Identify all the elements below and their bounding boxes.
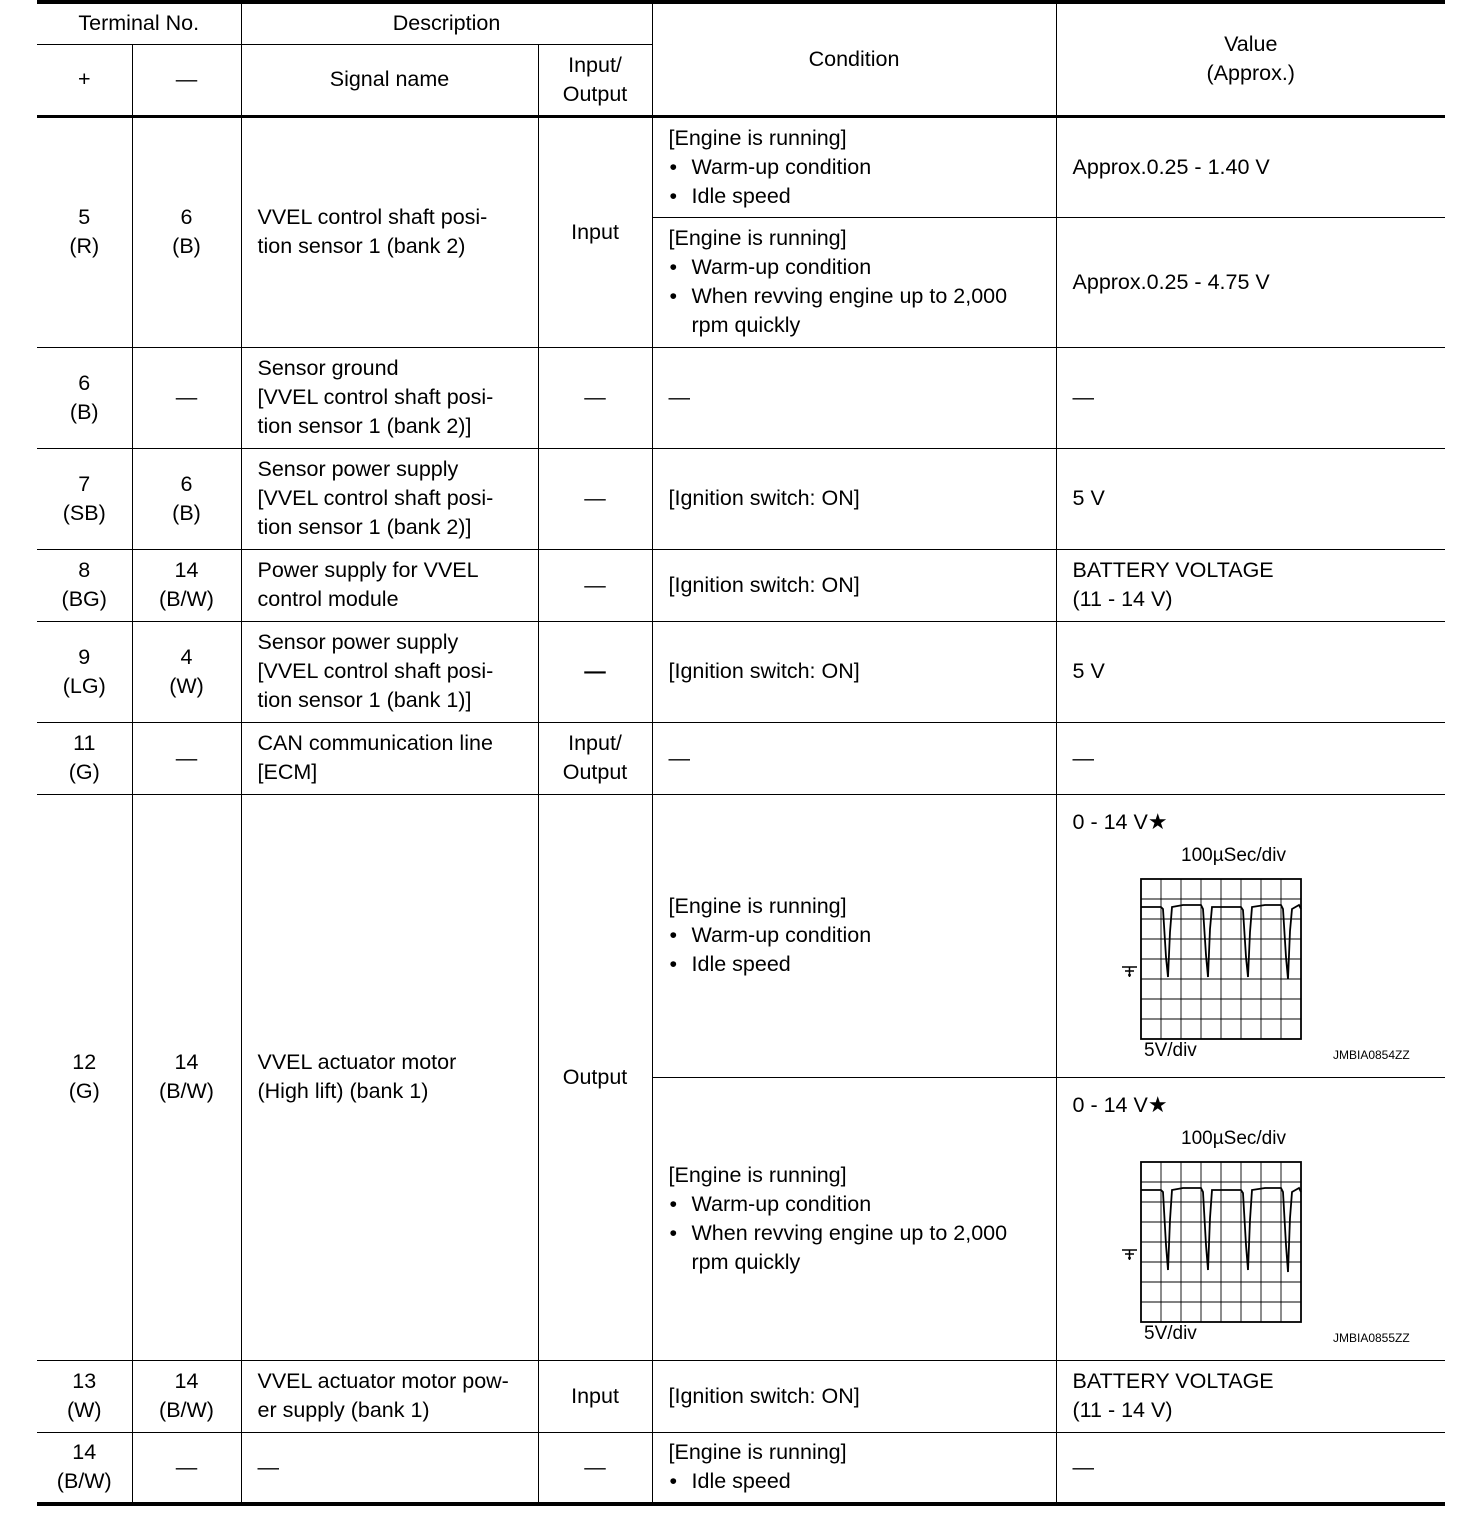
value-range: 0 - 14 V★ bbox=[1072, 808, 1168, 834]
scope-time-div: 100µSec/div bbox=[1180, 1127, 1286, 1149]
terminal-minus: — bbox=[132, 1432, 241, 1504]
header-signal-name: Signal name bbox=[241, 44, 538, 116]
input-output: — bbox=[538, 448, 652, 549]
terminal-plus: 7 (SB) bbox=[37, 448, 132, 549]
value bbox=[1056, 794, 1445, 1077]
header-value: Value (Approx.) bbox=[1056, 2, 1445, 116]
terminal-minus: — bbox=[132, 722, 241, 794]
header-input-output: Input/ Output bbox=[538, 44, 652, 116]
signal-name: VVEL control shaft posi- tion sensor 1 (bank 2) bbox=[241, 116, 538, 347]
header-terminal-no: Terminal No. bbox=[37, 2, 241, 44]
signal-name: CAN communication line [ECM] bbox=[241, 722, 538, 794]
waveform-figure bbox=[1073, 1120, 1443, 1360]
oscilloscope-waveform bbox=[1073, 837, 1446, 1077]
terminal-plus: 8 (BG) bbox=[37, 549, 132, 621]
scope-time-div: 100µSec/div bbox=[1180, 844, 1286, 866]
input-output: — bbox=[538, 347, 652, 448]
input-output: — bbox=[538, 549, 652, 621]
table-row bbox=[37, 1432, 1445, 1504]
terminal-plus: 14 (B/W) bbox=[37, 1432, 132, 1504]
terminal-minus: 6 (B) bbox=[132, 448, 241, 549]
input-output: Output bbox=[538, 794, 652, 1360]
header-plus: + bbox=[37, 44, 132, 116]
terminal-minus: 14 (B/W) bbox=[132, 549, 241, 621]
table-row bbox=[37, 794, 1445, 1077]
value: Approx.0.25 - 4.75 V bbox=[1056, 217, 1445, 347]
table-row bbox=[37, 347, 1445, 448]
input-output: — bbox=[538, 621, 652, 722]
condition: [Engine is running] • Warm-up condition • When revving engine up to 2,000 rpm quickly bbox=[652, 217, 1056, 347]
terminal-plus: 12 (G) bbox=[37, 794, 132, 1360]
header-row-1 bbox=[37, 2, 1445, 44]
signal-name: Sensor ground [VVEL control shaft posi- tion sensor 1 (bank 2)] bbox=[241, 347, 538, 448]
condition: — bbox=[652, 722, 1056, 794]
terminal-table-sheet bbox=[37, 0, 1445, 1506]
condition: [Engine is running] • Idle speed bbox=[652, 1432, 1056, 1504]
condition: [Engine is running] • Warm-up condition • Idle speed bbox=[652, 116, 1056, 217]
scope-figure-id: JMBIA0854ZZ bbox=[1332, 1047, 1410, 1062]
table-row bbox=[37, 1360, 1445, 1432]
star-icon: ★ bbox=[1147, 1091, 1168, 1117]
value: — bbox=[1056, 1432, 1445, 1504]
table-row bbox=[37, 116, 1445, 217]
condition: [Ignition switch: ON] bbox=[652, 621, 1056, 722]
terminal-plus: 11 (G) bbox=[37, 722, 132, 794]
input-output: Input bbox=[538, 116, 652, 347]
table-row bbox=[37, 448, 1445, 549]
value-range: 0 - 14 V★ bbox=[1072, 1091, 1168, 1117]
value: BATTERY VOLTAGE (11 - 14 V) bbox=[1056, 549, 1445, 621]
terminal-table bbox=[37, 0, 1445, 1506]
header-description: Description bbox=[241, 2, 652, 44]
terminal-plus: 13 (W) bbox=[37, 1360, 132, 1432]
value: 5 V bbox=[1056, 621, 1445, 722]
condition: [Engine is running] • Warm-up condition • When revving engine up to 2,000 rpm quickly bbox=[652, 1077, 1056, 1360]
header-minus: — bbox=[132, 44, 241, 116]
condition: [Ignition switch: ON] bbox=[652, 549, 1056, 621]
terminal-minus: 14 (B/W) bbox=[132, 1360, 241, 1432]
terminal-plus: 6 (B) bbox=[37, 347, 132, 448]
condition: — bbox=[652, 347, 1056, 448]
condition: [Engine is running] • Warm-up condition • Idle speed bbox=[652, 794, 1056, 1077]
terminal-minus: 14 (B/W) bbox=[132, 794, 241, 1360]
signal-name: Power supply for VVEL control module bbox=[241, 549, 538, 621]
condition: [Ignition switch: ON] bbox=[652, 448, 1056, 549]
value: — bbox=[1056, 347, 1445, 448]
value: — bbox=[1056, 722, 1445, 794]
input-output: — bbox=[538, 1432, 652, 1504]
table-row bbox=[37, 549, 1445, 621]
ground-icon bbox=[1122, 967, 1137, 977]
table-row bbox=[37, 722, 1445, 794]
header-condition: Condition bbox=[652, 2, 1056, 116]
terminal-minus: 4 (W) bbox=[132, 621, 241, 722]
signal-name: Sensor power supply [VVEL control shaft posi- tion sensor 1 (bank 2)] bbox=[241, 448, 538, 549]
value: BATTERY VOLTAGE (11 - 14 V) bbox=[1056, 1360, 1445, 1432]
signal-name: VVEL actuator motor pow- er supply (bank 1) bbox=[241, 1360, 538, 1432]
signal-name: Sensor power supply [VVEL control shaft posi- tion sensor 1 (bank 1)] bbox=[241, 621, 538, 722]
scope-volt-div: 5V/div bbox=[1143, 1039, 1197, 1061]
input-output: Input/ Output bbox=[538, 722, 652, 794]
terminal-minus: — bbox=[132, 347, 241, 448]
scope-volt-div: 5V/div bbox=[1143, 1322, 1197, 1344]
value: 5 V bbox=[1056, 448, 1445, 549]
scope-grid bbox=[1141, 879, 1301, 1039]
terminal-minus: 6 (B) bbox=[132, 116, 241, 347]
scope-figure-id: JMBIA0855ZZ bbox=[1332, 1330, 1410, 1345]
waveform-figure bbox=[1073, 837, 1443, 1077]
terminal-plus: 9 (LG) bbox=[37, 621, 132, 722]
input-output: Input bbox=[538, 1360, 652, 1432]
table-row bbox=[37, 621, 1445, 722]
star-icon: ★ bbox=[1147, 808, 1168, 834]
terminal-plus: 5 (R) bbox=[37, 116, 132, 347]
signal-name: — bbox=[241, 1432, 538, 1504]
value: Approx.0.25 - 1.40 V bbox=[1056, 116, 1445, 217]
value bbox=[1056, 1077, 1445, 1360]
oscilloscope-waveform bbox=[1073, 1120, 1446, 1360]
ground-icon bbox=[1122, 1250, 1137, 1260]
signal-name: VVEL actuator motor (High lift) (bank 1) bbox=[241, 794, 538, 1360]
condition: [Ignition switch: ON] bbox=[652, 1360, 1056, 1432]
